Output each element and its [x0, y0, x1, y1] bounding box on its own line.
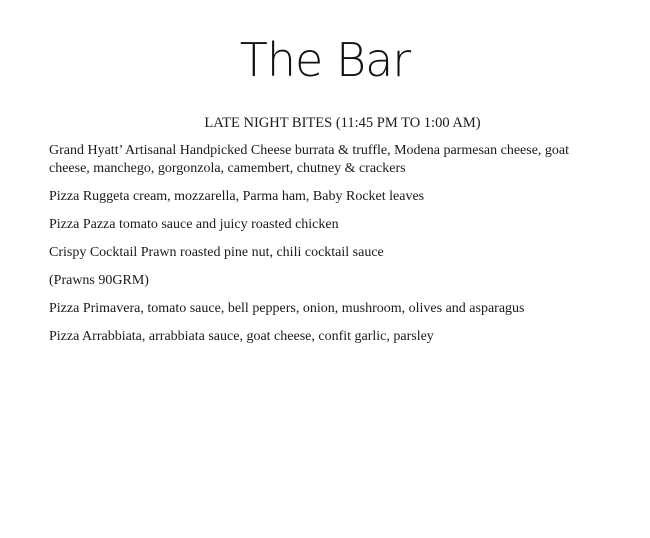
menu-items-list: [49, 142, 609, 356]
menu-item-pizza-ruggeta: Pizza Ruggeta cream, mozzarella, Parma ham, Baby Rocket leaves: [49, 189, 425, 204]
menu-item-prawns-note: (Prawns 90GRM): [49, 273, 149, 288]
menu-item-cheese: Grand Hyatt’ Artisanal Handpicked Cheese burrata & truffle, Modena parmesan cheese, goat cheese, manchego, gorgonzola, camembert, chutney & crackers: [49, 143, 570, 176]
section-heading: LATE NIGHT BITES (11:45 PM TO 1:00 AM): [204, 115, 481, 131]
menu-item-crispy-prawn: Crispy Cocktail Prawn roasted pine nut, chili cocktail sauce: [49, 245, 384, 260]
menu-item-pizza-arrabbiata: Pizza Arrabbiata, arrabbiata sauce, goat cheese, confit garlic, parsley: [49, 329, 434, 344]
page-title: The Bar: [239, 33, 411, 87]
menu-item-pizza-primavera: Pizza Primavera, tomato sauce, bell peppers, onion, mushroom, olives and asparagus: [49, 301, 525, 316]
menu-item-pizza-pazza: Pizza Pazza tomato sauce and juicy roasted chicken: [49, 217, 339, 232]
